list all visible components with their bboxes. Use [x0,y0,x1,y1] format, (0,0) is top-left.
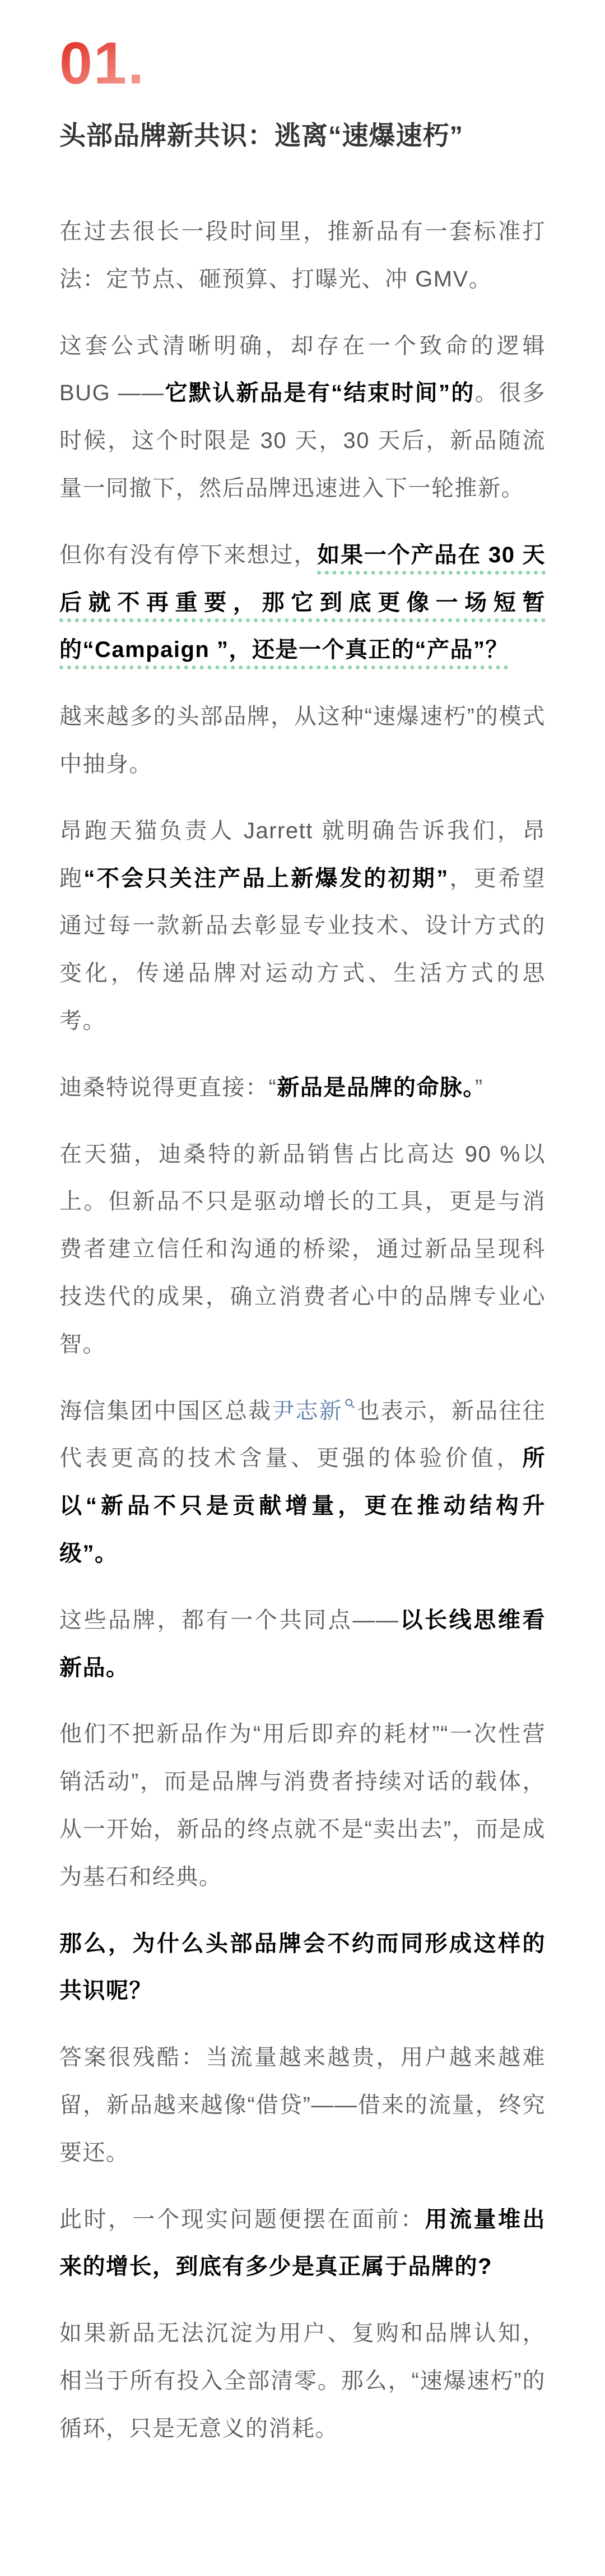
text-run: 答案很残酷：当流量越来越贵，用户越来越难留，新品越来越像“借贷”——借来的流量，终究要还。 [59,2045,546,2165]
paragraph-12 [59,2034,546,2176]
paragraph-4 [59,693,546,788]
paragraph-9 [59,1597,546,1692]
emphasis-run: 那么，为什么头部品牌会不约而同形成这样的共识呢？ [59,1931,546,2004]
paragraph-10 [59,1710,546,1900]
text-run: ” [474,1075,483,1100]
text-run: 也表示，新品往往代表更高的技术含量、更强的体验价值， [59,1398,546,1471]
text-run: 如果新品无法沉淀为用户、复购和品牌认知，相当于所有投入全部清零。那么，“速爆速朽”的循环，只是无意义的消耗。 [59,2321,546,2441]
paragraph-6 [59,1064,546,1112]
emphasis-run: 所以“新品不只是贡献增量，更在推动结构升级”。 [59,1446,546,1566]
text-run: 越来越多的头部品牌，从这种“速爆速朽”的模式中抽身。 [59,704,546,777]
paragraph-2 [59,322,546,512]
text-run: 在过去很长一段时间里，推新品有一套标准打法：定节点、砸预算、打曝光、冲 GMV。 [59,219,546,292]
text-run: 他们不把新品作为“用后即弃的耗材”“一次性营销活动”，而是品牌与消费者持续对话的载体，从一开始，新品的终点就不是“卖出去”，而是成为基石和经典。 [59,1722,546,1889]
emphasis-run: “不会只关注产品上新爆发的初期” [83,866,449,891]
emphasis-underlined-run: 如果一个产品在 30 天后就不再重要，那它到底更像一场短暂的“Campaign ”，还是一个真正的“产品”？ [59,542,546,663]
paragraph-11 [59,1920,546,2015]
text-run: 这些品牌，都有一个共同点—— [59,1607,399,1632]
section-number: 01. [59,30,146,96]
text-run: 。很多时候，这个时限是 30 天，30 天后，新品随流量一同撤下，然后品牌迅速进入下一轮推新。 [59,381,546,501]
section-title: 头部品牌新共识：逃离“速爆速朽” [59,121,463,151]
emphasis-run: 新品是品牌的命脉。 [277,1075,475,1100]
text-run: ，更希望通过每一款新品去彰显专业技术、设计方式的变化，传递品牌对运动方式、生活方式的思考。 [59,866,546,1034]
paragraph-list [59,208,546,2452]
person-link[interactable]: 尹志新 [272,1398,343,1423]
paragraph-8 [59,1388,546,1578]
text-run: 此时，一个现实问题便摆在面前： [59,2207,425,2232]
emphasis-run: 以长线思维看新品。 [59,1607,546,1680]
text-run: 这套公式清晰明确，却存在一个致命的逻辑 BUG —— [59,333,546,406]
text-run: 昂跑天猫负责人 Jarrett 就明确告诉我们，昂跑 [59,818,546,891]
paragraph-13 [59,2196,546,2291]
paragraph-5 [59,807,546,1045]
text-run: 但你有没有停下来想过， [59,542,318,567]
emphasis-run: 它默认新品是有“结束时间”的 [164,381,475,406]
paragraph-14 [59,2310,546,2452]
search-icon[interactable] [344,1398,356,1409]
text-run: 迪桑特说得更直接：“ [59,1075,277,1100]
text-run: 海信集团中国区总裁 [59,1398,272,1423]
emphasis-run: 用流量堆出来的增长，到底有多少是真正属于品牌的? [59,2207,546,2279]
paragraph-1 [59,208,546,303]
paragraph-7 [59,1131,546,1368]
text-run: 在天猫，迪桑特的新品销售占比高达 90 %以上。但新品不只是驱动增长的工具，更是与消费者建立信任和沟通的桥梁，通过新品呈现科技迭代的成果，确立消费者心中的品牌专业心智。 [59,1141,546,1357]
paragraph-3 [59,531,546,674]
